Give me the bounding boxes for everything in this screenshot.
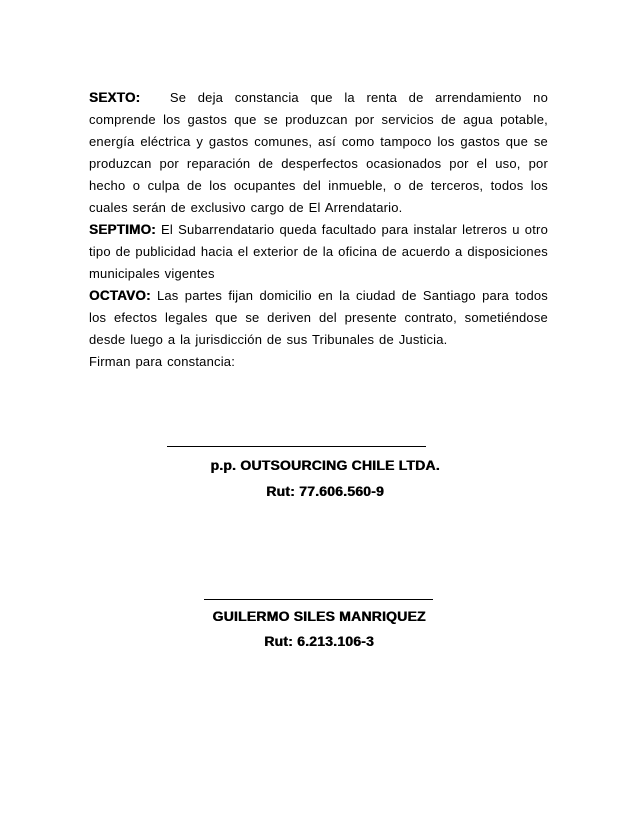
clause-text-octavo: Las partes fijan domicilio en la ciudad de Santiago para todos los efectos legales que se deriven del presente contrato, sometiéndose desde luego a la jurisdicción de sus Tribunales de Justicia. [89,288,548,347]
clause-septimo [89,219,548,285]
signature-rut-2: Rut: 6.213.106-3 [264,633,374,649]
signature-line-2 [204,599,433,600]
clause-heading-sexto: SEXTO: [89,90,141,105]
clause-octavo [89,285,548,351]
clause-heading-septimo: SEPTIMO: [89,222,156,237]
signature-line-1 [167,446,426,447]
clause-sexto [89,87,548,219]
clause-text-sexto: Se deja constancia que la renta de arrendamiento no comprende los gastos que se produzcan por servicios de agua potable, energía eléctrica y gastos comunes, así como tampoco los gastos que se produzcan por reparación de desperfectos ocasionados por el uso, por hecho o culpa de los ocupantes del inmueble, o de terceros, todos los cuales serán de exclusivo cargo de El Arrendatario. [89,90,549,215]
signature-name-1: p.p. OUTSOURCING CHILE LTDA. [210,457,440,473]
contract-clauses [89,87,548,373]
clause-heading-octavo: OCTAVO: [89,288,151,303]
signature-name-2: GUILERMO SILES MANRIQUEZ [212,608,426,624]
closing-line: Firman para constancia: [89,354,236,369]
signature-rut-1: Rut: 77.606.560-9 [266,483,384,499]
clause-text-septimo: El Subarrendatario queda facultado para instalar letreros u otro tipo de publicidad hacia el exterior de la oficina de acuerdo a disposiciones municipales vigentes [89,222,548,281]
